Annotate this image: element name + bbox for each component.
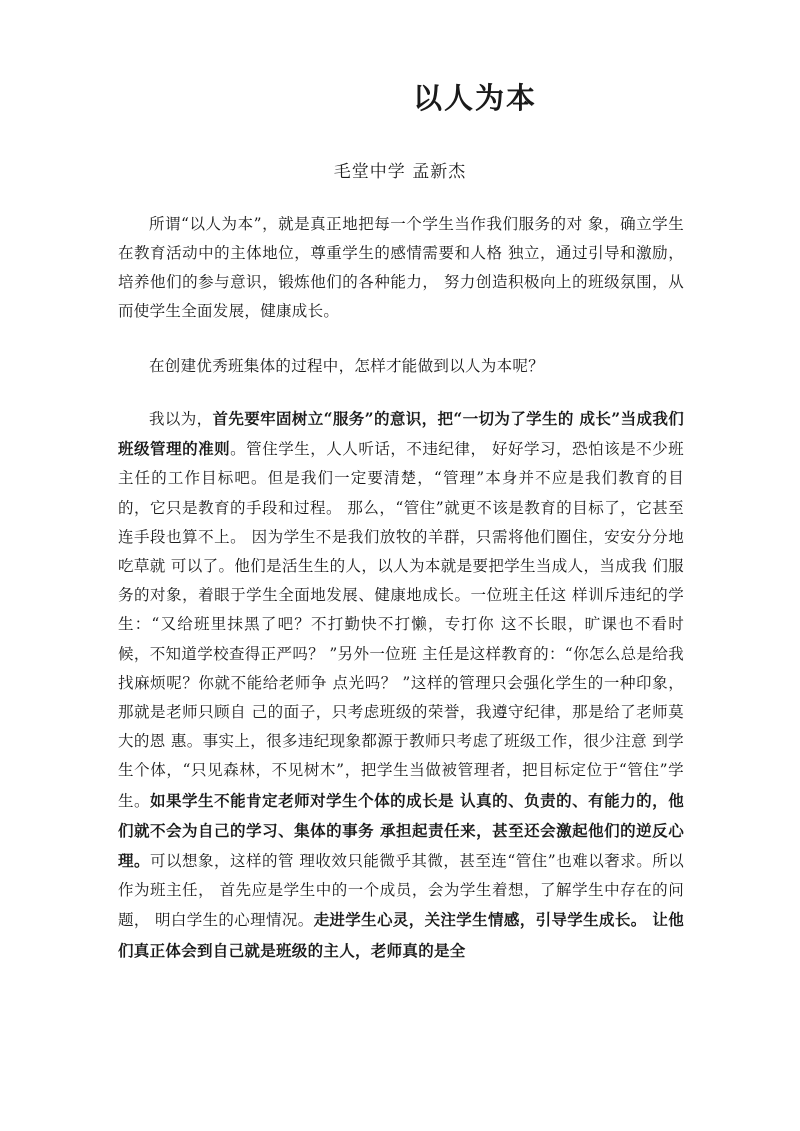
paragraph-3-text: 我以为， bbox=[149, 410, 213, 428]
paragraph-3-bold: 首先要牢固树立“服务”的意识，把“一切为了学生的 成长”当成我们班级管理的准则 bbox=[118, 409, 685, 459]
paragraph-1: 所谓“以人为本”，就是真正地把每一个学生当作我们服务的对 象，确立学生在教育活动中的主体地位，尊重学生的感情需要和人格 独立，通过引导和激励，培养他们的参与意识，锻炼他们的各种能力， 努力创造积极向上的班级氛围，从而使学生全面发展，健康成长。 bbox=[118, 215, 684, 320]
paragraph-3-bold: 如果学生不能肯定老师对学生个体的成长是 认真的、负责的、有能力的，他们就不会为自己的学习、集体的事务 承担起责任来，甚至还会激起他们的逆反心理。 bbox=[118, 790, 684, 871]
paragraph-3-bold: 走进学生心灵，关注学生情感，引导学生成长。 让他们真正体会到自己就是班级的主人，老师真的是全 bbox=[118, 910, 684, 960]
document-title: 以人为本 bbox=[412, 81, 537, 115]
paragraph-3-text: 。管住学生，人人听话，不违纪律， 好好学习，恐怕该是不少班主任的工作目标吧。但是我们一定要清楚，“管理”本身并不应是我们教育的目的，它只是教育的手段和过程。 那么，“管住”就更不该是教育的目标了，它甚至连手段也算不上。 因为学生不是我们放牧的羊群，只需将他们圈住，安安分分地吃草就 可以了。他们是活生生的人，以人为本就是要把学生当成人，当成我 们服务的对象，着眼于学生全面地发展、健康地成长。一位班主任这 样训斥违纪的学生：“又给班里抹黑了吧？不打勤快不打懒，专打你 这不长眼，旷课也不看时候，不知道学校查得正严吗？ ”另外一位班 主任是这样教育的：“你怎么总是给我找麻烦呢？你就不能给老师争 点光吗？ ”这样的管理只会强化学生的一种印象，那就是老师只顾自 己的面子，只考虑班级的荣誉，我遵守纪律，那是给了老师莫大的恩 惠。事实上，很多违纪现象都源于教师只考虑了班级工作，很少注意 到学生个体，“只见森林，不见树木”，把学生当做被管理者，把目标定位于“管住”学生。 bbox=[118, 440, 684, 810]
document-author: 毛堂中学 孟新杰 bbox=[333, 162, 467, 182]
paragraph-2: 在创建优秀班集体的过程中，怎样才能做到以人为本呢？ bbox=[149, 357, 545, 375]
paragraph-3 bbox=[118, 404, 684, 966]
paragraph-3-text: 可以想象，这样的管 理收效只能微乎其微，甚至连“管住”也难以奢求。所以作为班主任， 首先应是学生中的一个成员，会为学生着想，了解学生中存在的问题， 明白学生的心理情况。 bbox=[118, 852, 684, 930]
